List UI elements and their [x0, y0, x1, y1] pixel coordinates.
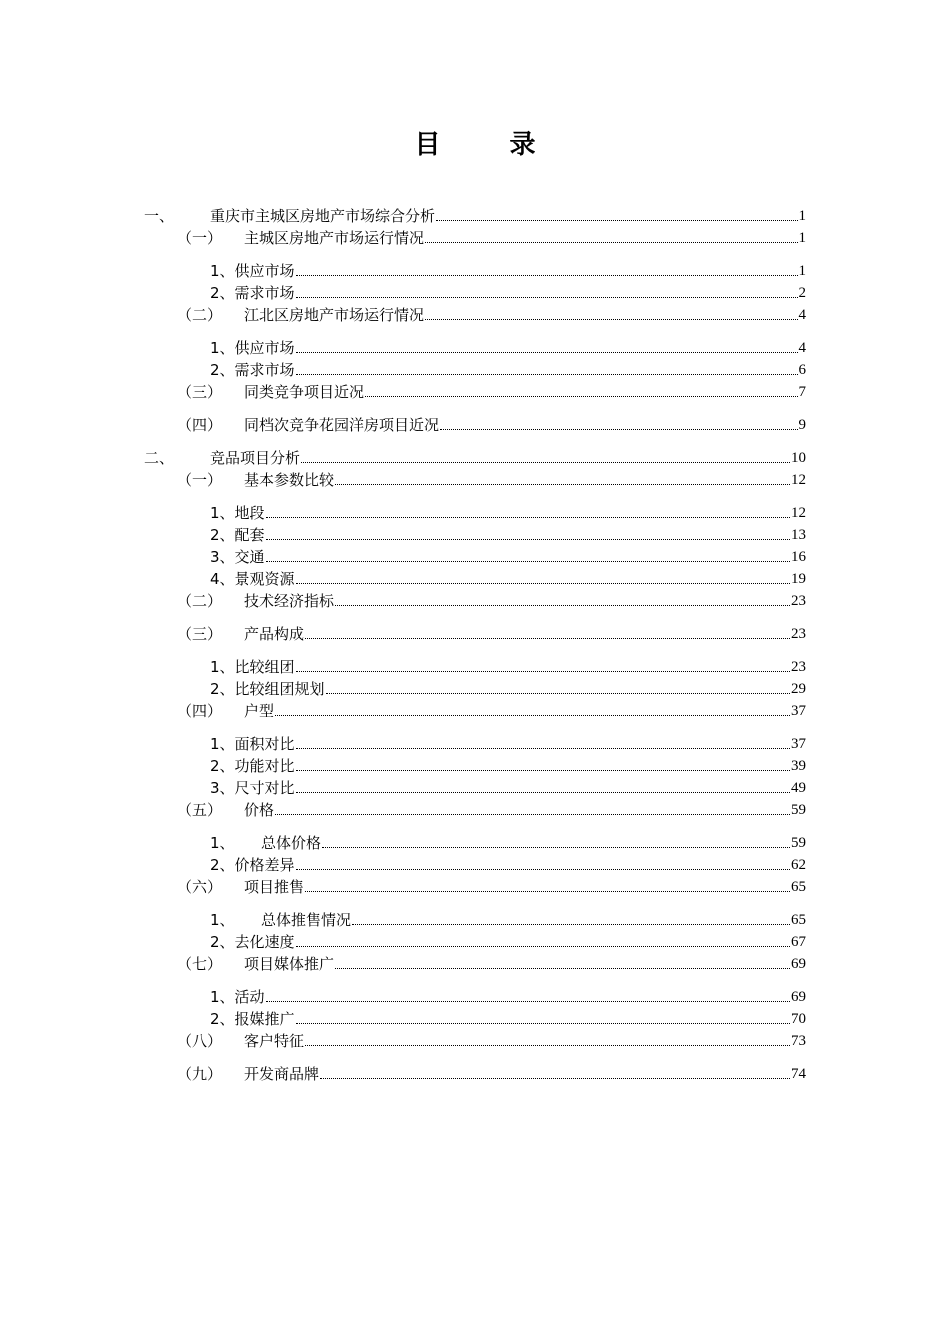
toc-entry-number: 1、 [210, 911, 235, 929]
toc-dot-leader [296, 374, 798, 375]
toc-entry[interactable] [210, 678, 806, 700]
toc-entry-label: 配套 [234, 526, 265, 544]
toc-entry-label: 去化速度 [234, 933, 295, 951]
toc-entry[interactable] [210, 909, 806, 931]
toc-entry[interactable] [210, 854, 806, 876]
toc-entry-page-number: 65 [791, 879, 806, 895]
toc-entry-page-number: 19 [791, 571, 806, 587]
toc-entry-number: 1、 [210, 834, 235, 852]
toc-dot-leader [275, 814, 790, 815]
toc-entry[interactable] [177, 1063, 806, 1085]
toc-entry[interactable] [177, 469, 806, 491]
toc-dot-leader [296, 770, 790, 771]
toc-entry-page-number: 73 [791, 1033, 806, 1049]
toc-entry-page-number: 9 [798, 417, 806, 433]
toc-entry-label: 报媒推广 [234, 1010, 295, 1028]
toc-entry-label: 基本参数比较 [244, 471, 335, 489]
toc-entry-number: 2、 [210, 526, 235, 544]
toc-entry-number: 2、 [210, 856, 235, 874]
toc-dot-leader [365, 396, 797, 397]
toc-entry[interactable] [177, 590, 806, 612]
toc-entry-page-number: 49 [791, 780, 806, 796]
toc-entry-number: （九） [177, 1065, 223, 1083]
toc-entry-page-number: 13 [791, 527, 806, 543]
toc-entry-page-number: 16 [791, 549, 806, 565]
toc-entry-label: 总体价格 [261, 834, 322, 852]
toc-entry-label: 技术经济指标 [244, 592, 335, 610]
toc-entry[interactable] [210, 546, 806, 568]
toc-dot-leader [335, 605, 790, 606]
toc-entry-number: （四） [177, 416, 223, 434]
toc-dot-leader [296, 946, 790, 947]
toc-dot-leader [296, 275, 798, 276]
toc-entry-page-number: 2 [798, 285, 806, 301]
toc-entry-number: 1、 [210, 339, 235, 357]
toc-dot-leader [296, 352, 798, 353]
toc-entry-page-number: 69 [791, 956, 806, 972]
toc-entry[interactable] [210, 568, 806, 590]
toc-entry[interactable] [177, 953, 806, 975]
toc-entry-number: 1、 [210, 504, 235, 522]
toc-entry[interactable] [210, 260, 806, 282]
toc-dot-leader [305, 1045, 790, 1046]
toc-entry-label: 活动 [234, 988, 265, 1006]
toc-dot-leader [266, 517, 790, 518]
toc-entry-page-number: 12 [791, 505, 806, 521]
toc-dot-leader [266, 539, 790, 540]
toc-entry[interactable] [210, 656, 806, 678]
toc-dot-leader [296, 671, 790, 672]
toc-entry-label: 价格差异 [234, 856, 295, 874]
toc-entry-page-number: 4 [798, 307, 806, 323]
toc-entry[interactable] [210, 337, 806, 359]
toc-entry-page-number: 59 [791, 802, 806, 818]
toc-entry-label: 客户特征 [244, 1032, 305, 1050]
toc-entry-label: 功能对比 [234, 757, 295, 775]
toc-entry[interactable] [210, 733, 806, 755]
toc-entry-page-number: 23 [791, 593, 806, 609]
toc-dot-leader [296, 1023, 790, 1024]
toc-dot-leader [266, 1001, 790, 1002]
toc-entry-label: 项目媒体推广 [244, 955, 335, 973]
toc-entry-number: 1、 [210, 988, 235, 1006]
toc-entry-page-number: 67 [791, 934, 806, 950]
toc-entry[interactable] [210, 986, 806, 1008]
toc-entry-page-number: 62 [791, 857, 806, 873]
toc-entry-number: （一） [177, 229, 223, 247]
toc-entry[interactable] [210, 1008, 806, 1030]
toc-entry-page-number: 1 [798, 263, 806, 279]
toc-entry[interactable] [210, 931, 806, 953]
toc-entry[interactable] [177, 304, 806, 326]
toc-dot-leader [440, 429, 797, 430]
toc-dot-leader [425, 319, 797, 320]
toc-entry[interactable] [177, 1030, 806, 1052]
toc-entry[interactable] [144, 447, 806, 469]
toc-entry[interactable] [177, 227, 806, 249]
toc-dot-leader [305, 891, 790, 892]
toc-entry-label: 产品构成 [244, 625, 305, 643]
toc-title: 目 录 [414, 130, 566, 160]
toc-dot-leader [296, 792, 790, 793]
toc-entry-label: 同档次竞争花园洋房项目近况 [244, 416, 440, 434]
toc-entry-label: 需求市场 [234, 361, 295, 379]
toc-entry[interactable] [177, 381, 806, 403]
toc-entry-label: 价格 [244, 801, 275, 819]
toc-entry-label: 交通 [234, 548, 265, 566]
toc-entry-number: 2、 [210, 680, 235, 698]
toc-entry-label: 竞品项目分析 [210, 449, 301, 467]
toc-entry-number: 2、 [210, 1010, 235, 1028]
toc-dot-leader [296, 583, 790, 584]
toc-entry-number: （七） [177, 955, 223, 973]
toc-entry-label: 供应市场 [234, 262, 295, 280]
toc-entry[interactable] [210, 282, 806, 304]
toc-entry-number: （五） [177, 801, 223, 819]
toc-dot-leader [301, 462, 790, 463]
toc-entry-number: 1、 [210, 735, 235, 753]
toc-entry-page-number: 39 [791, 758, 806, 774]
toc-dot-leader [296, 869, 790, 870]
toc-entry-number: 2、 [210, 933, 235, 951]
toc-entry-label: 尺寸对比 [234, 779, 295, 797]
toc-dot-leader [266, 561, 790, 562]
toc-entry-number: 4、 [210, 570, 235, 588]
toc-entry-page-number: 1 [798, 208, 806, 224]
toc-entry-page-number: 10 [791, 450, 806, 466]
toc-dot-leader [335, 968, 790, 969]
toc-entry[interactable] [177, 799, 806, 821]
toc-dot-leader [296, 297, 798, 298]
toc-entry-label: 地段 [234, 504, 265, 522]
toc-entry-label: 户型 [244, 702, 275, 720]
toc-dot-leader [320, 1078, 790, 1079]
toc-entry-page-number: 12 [791, 472, 806, 488]
toc-entry-page-number: 6 [798, 362, 806, 378]
toc-entry[interactable] [210, 777, 806, 799]
toc-entry-number: （一） [177, 471, 223, 489]
toc-entry-number: （八） [177, 1032, 223, 1050]
toc-entry-page-number: 69 [791, 989, 806, 1005]
toc-dot-leader [296, 748, 790, 749]
toc-entry[interactable] [177, 623, 806, 645]
toc-entry-page-number: 29 [791, 681, 806, 697]
toc-entry[interactable] [210, 755, 806, 777]
toc-entry[interactable] [177, 876, 806, 898]
toc-entry[interactable] [210, 359, 806, 381]
toc-entry-page-number: 23 [791, 659, 806, 675]
toc-entry-number: 3、 [210, 548, 235, 566]
toc-entry-label: 总体推售情况 [261, 911, 352, 929]
toc-entry-page-number: 7 [798, 384, 806, 400]
toc-entry-page-number: 1 [798, 230, 806, 246]
toc-entry-page-number: 4 [798, 340, 806, 356]
toc-dot-leader [436, 220, 797, 221]
toc-entry-label: 面积对比 [234, 735, 295, 753]
toc-entry-number: 1、 [210, 658, 235, 676]
toc-entry-label: 比较组团 [234, 658, 295, 676]
toc-entry-number: 1、 [210, 262, 235, 280]
toc-entry-number: 一、 [144, 207, 175, 225]
toc-entry-number: （二） [177, 592, 223, 610]
toc-dot-leader [425, 242, 797, 243]
toc-entry-number: （四） [177, 702, 223, 720]
toc-entry-number: （六） [177, 878, 223, 896]
toc-entry-page-number: 70 [791, 1011, 806, 1027]
toc-entry-label: 供应市场 [234, 339, 295, 357]
toc-dot-leader [322, 847, 790, 848]
toc-entry-label: 比较组团规划 [234, 680, 325, 698]
toc-entry-number: 2、 [210, 757, 235, 775]
toc-entry-page-number: 74 [791, 1066, 806, 1082]
toc-entry-label: 开发商品牌 [244, 1065, 320, 1083]
toc-entry-label: 江北区房地产市场运行情况 [244, 306, 425, 324]
toc-entry-page-number: 65 [791, 912, 806, 928]
toc-entry-page-number: 23 [791, 626, 806, 642]
toc-entry-page-number: 59 [791, 835, 806, 851]
toc-entry[interactable] [210, 832, 806, 854]
toc-entry-number: （二） [177, 306, 223, 324]
toc-entry-number: （三） [177, 383, 223, 401]
toc-entry[interactable] [210, 524, 806, 546]
toc-entry-page-number: 37 [791, 736, 806, 752]
toc-entry-number: 3、 [210, 779, 235, 797]
toc-entry[interactable] [177, 414, 806, 436]
toc-entry-number: 2、 [210, 284, 235, 302]
toc-entry-number: 二、 [144, 449, 175, 467]
toc-entry[interactable] [177, 700, 806, 722]
toc-entry-label: 景观资源 [234, 570, 295, 588]
toc-dot-leader [352, 924, 790, 925]
toc-entry-number: （三） [177, 625, 223, 643]
toc-dot-leader [305, 638, 790, 639]
toc-entry[interactable] [144, 205, 806, 227]
toc-entry-label: 同类竞争项目近况 [244, 383, 365, 401]
toc-dot-leader [275, 715, 790, 716]
toc-entry-label: 项目推售 [244, 878, 305, 896]
toc-entry[interactable] [210, 502, 806, 524]
toc-dot-leader [335, 484, 790, 485]
toc-entry-page-number: 37 [791, 703, 806, 719]
toc-entry-label: 主城区房地产市场运行情况 [244, 229, 425, 247]
toc-entry-label: 重庆市主城区房地产市场综合分析 [210, 207, 436, 225]
toc-entry-number: 2、 [210, 361, 235, 379]
toc-dot-leader [326, 693, 790, 694]
toc-entry-label: 需求市场 [234, 284, 295, 302]
